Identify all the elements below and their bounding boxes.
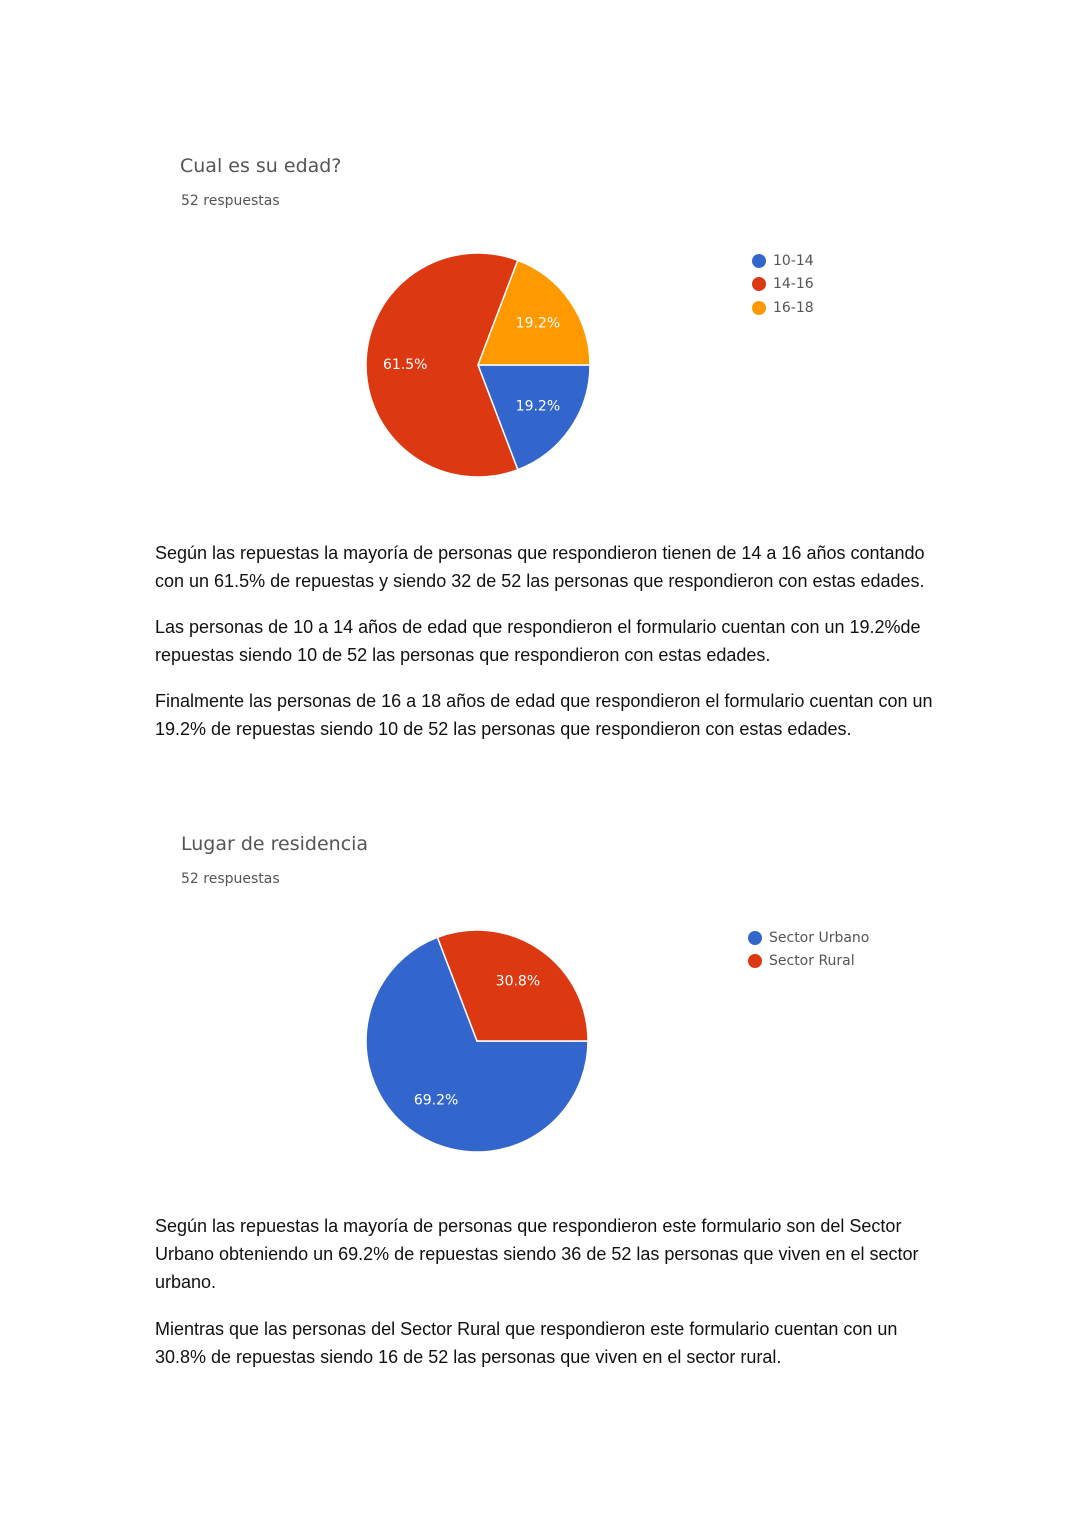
legend-label-rural: Sector Rural [769,953,855,970]
legend-label-14-16: 14-16 [773,276,814,293]
legend-swatch-14-16 [752,277,766,291]
legend-swatch-10-14 [752,254,766,268]
age-chart-legend [752,249,814,320]
paragraph-residence-rural: Mientras que las personas del Sector Rural que respondieron este formulario cuentan con un 30.8% de repuestas siendo 16 de 52 las personas que viven en el sector rural. [155,1319,898,1367]
age-chart-subtitle: 52 respuestas [181,193,280,209]
legend-item-rural [748,950,869,974]
legend-item-14-16 [752,273,814,297]
paragraph-age-majority: Según las repuestas la mayoría de personas que respondieron tienen de 14 a 16 años contando con un 61.5% de repuestas y siendo 32 de 52 las personas que respondieron con estas edades. [155,543,925,591]
age-pie-label-16-18: 19.2% [515,315,561,332]
residence-pie-label-sector-rural: 30.8% [495,973,541,990]
age-pie-label-14-16: 61.5% [382,357,428,373]
legend-item-urbano [748,926,869,950]
legend-swatch-16-18 [752,301,766,315]
age-pie-chart [366,253,590,477]
residence-chart-subtitle: 52 respuestas [181,871,280,887]
residence-chart-legend [748,926,869,973]
residence-chart-title: Lugar de residencia [181,833,369,855]
legend-swatch-urbano [748,931,762,945]
paragraph-age-10-14: Las personas de 10 a 14 años de edad que respondieron el formulario cuentan con un 19.2%de repuestas siendo 10 de 52 las personas que respondieron con estas edades. [155,617,921,665]
legend-item-16-18 [752,296,814,320]
age-pie-label-10-14: 19.2% [515,398,561,415]
legend-item-10-14 [752,249,814,273]
legend-label-16-18: 16-18 [773,299,814,316]
residence-pie-chart [366,930,588,1152]
age-chart-title: Cual es su edad? [180,155,342,177]
legend-swatch-rural [748,954,762,968]
legend-label-10-14: 10-14 [773,252,814,269]
paragraph-age-16-18: Finalmente las personas de 16 a 18 años de edad que respondieron el formulario cuentan con un 19.2% de repuestas siendo 10 de 52 las personas que respondieron con estas edades. [155,691,933,739]
legend-label-urbano: Sector Urbano [769,929,870,946]
residence-pie-label-sector-urbano: 69.2% [413,1092,459,1109]
paragraph-residence-urbano: Según las repuestas la mayoría de personas que respondieron este formulario son del Sector Urbano obteniendo un 69.2% de repuestas siendo 36 de 52 las personas que viven en el sector urbano. [155,1216,919,1292]
